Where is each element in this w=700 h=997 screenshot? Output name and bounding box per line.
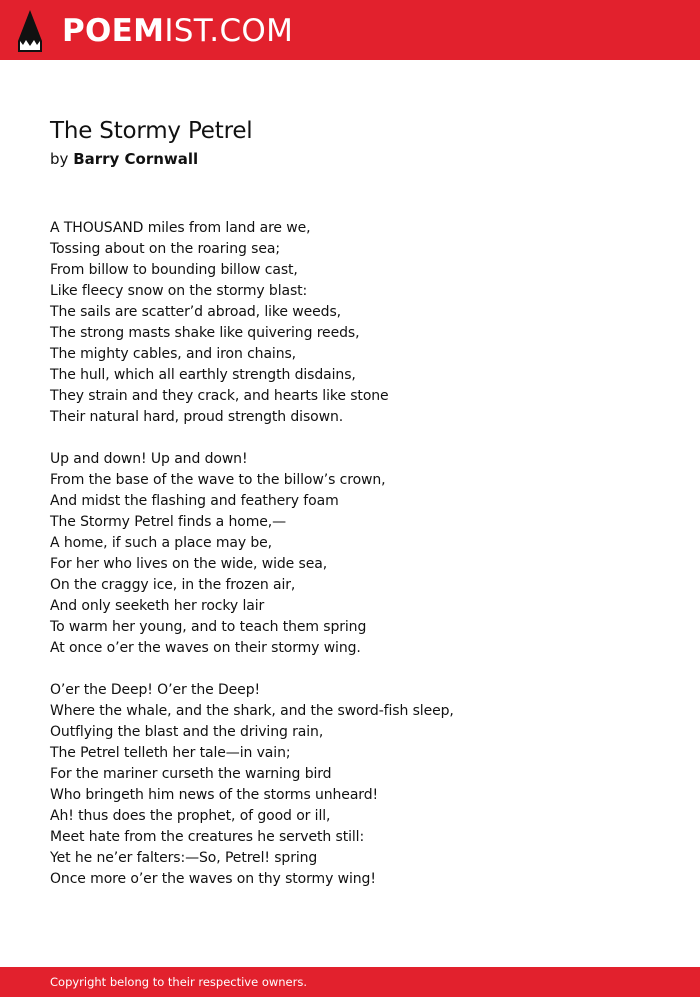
- pencil-tip-icon: [18, 10, 42, 52]
- logo-bold-text: POEM: [62, 13, 165, 49]
- poem-line: At once o’er the waves on their stormy wing.: [50, 640, 361, 656]
- poem-line: Who bringeth him news of the storms unheard!: [50, 787, 379, 803]
- poem-line: The Petrel telleth her tale—in vain;: [50, 745, 291, 761]
- header-bar: [0, 0, 700, 60]
- copyright-text: Copyright belong to their respective owners.: [50, 975, 308, 989]
- poem-title: The Stormy Petrel: [50, 118, 253, 144]
- poem-line: Up and down! Up and down!: [50, 451, 248, 467]
- poem-line: From billow to bounding billow cast,: [50, 262, 298, 278]
- stanza: [50, 218, 670, 428]
- poem-line: Ah! thus does the prophet, of good or ill,: [50, 808, 331, 824]
- author-name: Barry Cornwall: [73, 150, 199, 168]
- poem-body: [50, 218, 670, 911]
- poem-line: A home, if such a place may be,: [50, 535, 273, 551]
- site-logo[interactable]: [62, 11, 293, 51]
- poem-line: To warm her young, and to teach them spring: [50, 619, 367, 635]
- poem-line: The strong masts shake like quivering reeds,: [50, 325, 360, 341]
- stanza: [50, 449, 670, 659]
- poem-line: Like fleecy snow on the stormy blast:: [50, 283, 308, 299]
- poem-line: For the mariner curseth the warning bird: [50, 766, 332, 782]
- poem-line: The sails are scatter’d abroad, like weeds,: [50, 304, 341, 320]
- poem-line: Once more o’er the waves on thy stormy wing!: [50, 871, 376, 887]
- poem-line: And only seeketh her rocky lair: [50, 598, 265, 614]
- poem-line: For her who lives on the wide, wide sea,: [50, 556, 328, 572]
- poem-line: The mighty cables, and iron chains,: [50, 346, 297, 362]
- poem-line: On the craggy ice, in the frozen air,: [50, 577, 296, 593]
- poem-line: They strain and they crack, and hearts like stone: [50, 388, 389, 404]
- logo-light-text: IST.COM: [164, 13, 294, 49]
- poem-line: And midst the flashing and feathery foam: [50, 493, 339, 509]
- poem-line: O’er the Deep! O’er the Deep!: [50, 682, 260, 698]
- poem-line: Meet hate from the creatures he serveth still:: [50, 829, 365, 845]
- footer-bar: [0, 967, 700, 997]
- poem-line: Tossing about on the roaring sea;: [50, 241, 280, 257]
- poem-line: Their natural hard, proud strength disown.: [50, 409, 344, 425]
- by-label: by: [50, 150, 69, 168]
- stanza: [50, 680, 670, 890]
- poem-line: Outflying the blast and the driving rain,: [50, 724, 324, 740]
- poem-line: The Stormy Petrel finds a home,—: [50, 514, 287, 530]
- byline: [50, 148, 198, 170]
- poem-line: Yet he ne’er falters:—So, Petrel! spring: [50, 850, 318, 866]
- poem-line: Where the whale, and the shark, and the sword-fish sleep,: [50, 703, 454, 719]
- poem-line: From the base of the wave to the billow’s crown,: [50, 472, 386, 488]
- poem-line: The hull, which all earthly strength disdains,: [50, 367, 356, 383]
- poem-line: A THOUSAND miles from land are we,: [50, 220, 311, 236]
